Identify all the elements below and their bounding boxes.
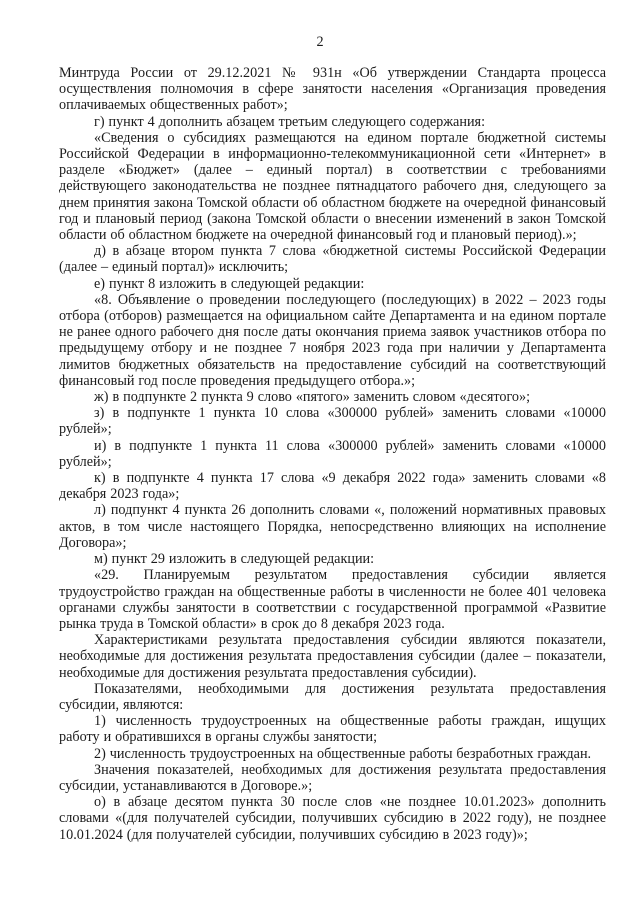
paragraph-indicators-intro: Показателями, необходимыми для достижения результата предоставления субсидии, являются: — [59, 680, 606, 713]
document-body — [59, 65, 606, 843]
paragraph-quote-point-8: «8. Объявление о проведении последующего (последующих) в 2022 – 2023 годы отбора (отборов) размещается на официальном сайте Департамента и на едином портале не ранее одного рабочего дня после даты окончания приема заявок участников отбора по предыдущему отбору и не позднее 7 ноября 2023 года при наличии у Департамента лимитов бюджетных обязательств на предоставление субсидий на соответствующий финансовый год после проведения предыдущего отбора.»; — [59, 291, 606, 389]
paragraph-indicator-2: 2) численность трудоустроенных на общественные работы безработных граждан. — [94, 745, 592, 762]
paragraph-continuation: Минтруда России от 29.12.2021 № 931н «Об утверждении Стандарта процесса осуществления полномочия в сфере занятости населения «Организация проведения оплачиваемых общественных работ»; — [59, 65, 606, 114]
paragraph-item-i: и) в подпункте 1 пункта 11 слова «300000 рублей» заменить словами «10000 рублей»; — [59, 437, 606, 470]
paragraph-item-g: г) пункт 4 дополнить абзацем третьим следующего содержания: — [94, 113, 486, 130]
paragraph-item-z: з) в подпункте 1 пункта 10 слова «300000 рублей» заменить словами «10000 рублей»; — [59, 405, 606, 438]
paragraph-item-d: д) в абзаце втором пункта 7 слова «бюджетной системы Российской Федерации (далее – единый портал)» исключить; — [59, 243, 606, 276]
paragraph-item-m: м) пункт 29 изложить в следующей редакции: — [94, 551, 375, 568]
paragraph-item-e: е) пункт 8 изложить в следующей редакции: — [94, 275, 365, 292]
paragraph-item-o: о) в абзаце десятом пункта 30 после слов «не позднее 10.01.2023» дополнить словами «(для получателей субсидии, получивших субсидию в 2022 году), не позднее 10.01.2024 (для получателей субсидии, получивших субсидию в 2023 году)»; — [59, 794, 606, 843]
paragraph-values: Значения показателей, необходимых для достижения результата предоставления субсидии, устанавливаются в Договоре.»; — [59, 761, 606, 794]
page-number: 2 — [316, 34, 324, 50]
paragraph-quote-svedeniya: «Сведения о субсидиях размещаются на едином портале бюджетной системы Российской Федерации в информационно-телекоммуникационной сети «Интернет» в разделе «Бюджет» (далее – единый портал) в соответствии с требованиями действующего законодательства не позднее пятнадцатого рабочего дня, следующего за днем принятия закона Томской области об областном бюджете на очередной финансовый год и плановый период (закона Томской области о внесении изменений в закон Томской области об областном бюджете на очередной финансовый год и плановый период).»; — [59, 129, 606, 244]
paragraph-item-zh: ж) в подпункте 2 пункта 9 слово «пятого» заменить словом «десятого»; — [94, 389, 531, 406]
paragraph-characteristics: Характеристиками результата предоставления субсидии являются показатели, необходимые для достижения результата предоставления субсидии (далее – показатели, необходимые для достижения результата предоставления субсидии). — [59, 632, 606, 681]
paragraph-indicator-1: 1) численность трудоустроенных на общественные работы граждан, ищущих работу и обратившихся в органы службы занятости; — [59, 713, 606, 746]
paragraph-quote-point-29: «29. Планируемым результатом предоставления субсидии является трудоустройство граждан на общественные работы в численности не более 401 человека органами службы занятости в соответствии с государственной программой «Развитие рынка труда в Томской области» в срок до 8 декабря 2023 года. — [59, 567, 606, 632]
paragraph-item-k: к) в подпункте 4 пункта 17 слова «9 декабря 2022 года» заменить словами «8 декабря 2023 года»; — [59, 470, 606, 503]
paragraph-item-l: л) подпункт 4 пункта 26 дополнить словами «, положений нормативных правовых актов, в том числе настоящего Порядка, непосредственно влияющих на исполнение Договора»; — [59, 502, 606, 551]
